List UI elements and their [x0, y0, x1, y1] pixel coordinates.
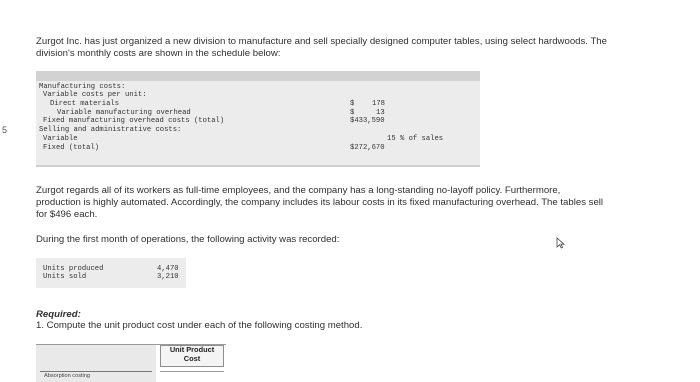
absorption-costing-row[interactable]: [40, 371, 152, 382]
header-line-1: Unit Product: [169, 345, 215, 354]
policy-line-2: production is highly automated. Accordingly, the company includes its labour costs in its fixed manufacturing overhead. The tables sell: [36, 197, 604, 208]
units-produced-value: 4,470: [157, 265, 179, 273]
schedule-header: Manufacturing costs:: [39, 83, 126, 91]
units-sold-label: Units sold: [43, 273, 87, 281]
required-item-1: 1. Compute the unit product cost under each of the following costing method.: [36, 320, 363, 331]
policy-line-3: for $496 each.: [36, 209, 98, 220]
row-value-selling-fixed: $272,670: [350, 144, 385, 152]
unit-product-cost-header: [160, 345, 224, 367]
required-title: Required:: [36, 309, 81, 320]
row-label-direct-materials: Direct materials: [50, 100, 120, 108]
row-label-selling-fixed: Fixed (total): [43, 144, 100, 152]
intro-line-2: division's monthly costs are shown in the schedule below:: [36, 48, 281, 59]
intro-line-1: Zurgot Inc. has just organized a new division to manufacture and sell specially designed computer tables, using select hardwoods. The: [36, 36, 607, 47]
schedule-bottom-bar: [36, 165, 480, 167]
schedule-top-bar: [36, 71, 480, 81]
row-dollar-direct-materials: $: [350, 100, 355, 108]
activity-intro: During the first month of operations, the following activity was recorded:: [36, 234, 340, 245]
margin-mark: 5: [2, 125, 8, 135]
row-label-variable-overhead: Variable manufacturing overhead: [57, 109, 191, 117]
mouse-cursor-icon: [556, 236, 566, 254]
absorption-costing-label: Absorption costing: [44, 373, 91, 379]
units-produced-label: Units produced: [43, 265, 104, 273]
units-sold-value: 3,210: [157, 273, 179, 281]
cost-schedule: [36, 71, 480, 167]
row-label-selling-variable: Variable: [43, 135, 78, 143]
row-value-selling-variable: 15 % of sales: [387, 135, 444, 143]
header-line-2: Cost: [183, 353, 201, 363]
unit-product-cost-table: [36, 344, 226, 382]
activity-box: [36, 258, 186, 288]
unit-product-cost-input[interactable]: [160, 371, 224, 382]
selling-admin-header: Selling and administrative costs:: [39, 126, 182, 134]
policy-line-1: Zurgot regards all of its workers as full-time employees, and the company has a long-standing no-layoff policy. Furthermore,: [36, 185, 561, 196]
schedule-sub-header: Variable costs per unit:: [43, 91, 147, 99]
row-value-variable-overhead: 13: [376, 109, 385, 117]
method-column: [36, 345, 156, 382]
row-value-direct-materials: 178: [372, 100, 385, 108]
row-dollar-variable-overhead: $: [350, 109, 355, 117]
row-value-fixed-overhead: $433,590: [350, 117, 385, 125]
row-label-fixed-overhead: Fixed manufacturing overhead costs (total): [43, 117, 225, 125]
